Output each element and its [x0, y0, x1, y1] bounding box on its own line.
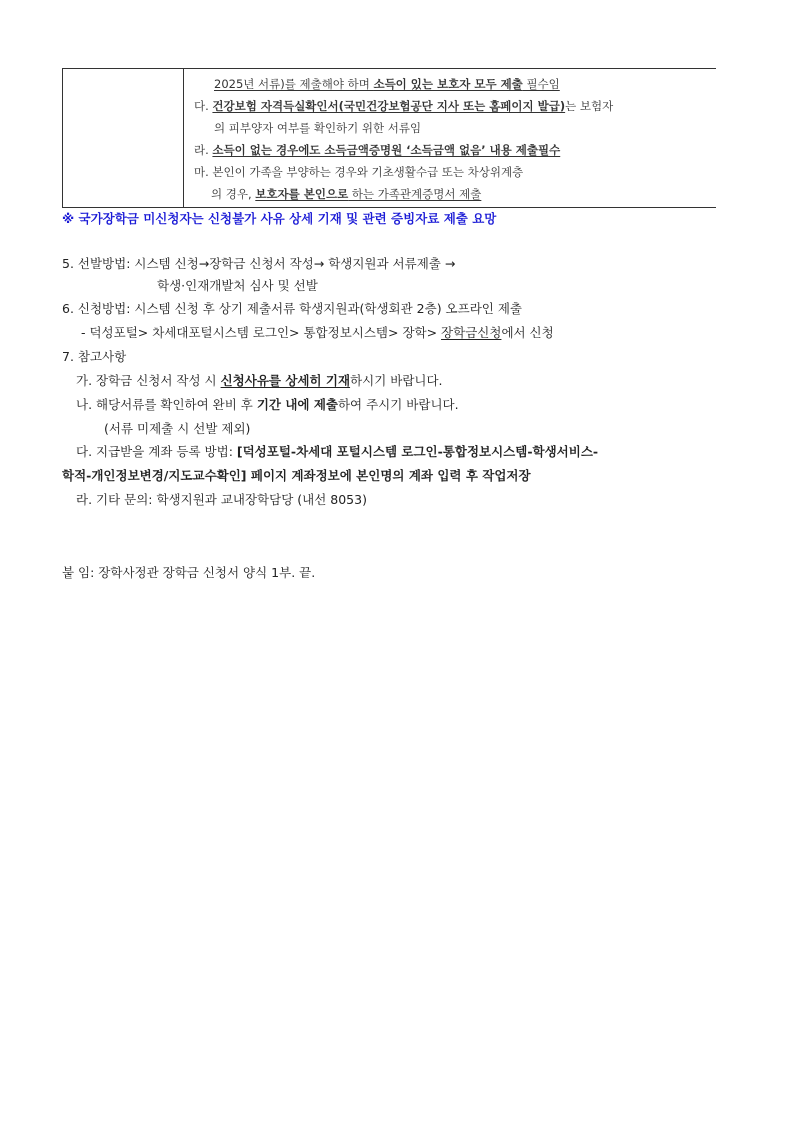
table-row-1-bold: 소득이 있는 보호자 모두 제출	[373, 77, 523, 91]
item-b-prefix: 나. 해당서류를 확인하여 완비 후	[76, 397, 257, 412]
section-7-item-b	[76, 397, 459, 413]
table-row-6-suffix: 하는 가족관계증명서 제출	[348, 187, 482, 201]
section-7-item-d: 라. 기타 문의: 학생지원과 교내장학담당 (내선 8053)	[76, 492, 367, 507]
table-row-2-prefix: 다.	[194, 99, 213, 113]
section-6-line-2	[81, 325, 554, 341]
item-b-suffix: 하여 주시기 바랍니다.	[337, 397, 459, 412]
table-row-4-bold: 소득이 없는 경우에도 소득금액증명원 ‘소득금액 없음’ 내용 제출필수	[212, 143, 561, 157]
section-7-title: 7. 참고사항	[62, 349, 127, 364]
section-5-line-2: 학생·인재개발처 심사 및 선발	[157, 278, 318, 293]
table-row-1	[214, 77, 560, 91]
item-a-prefix: 가. 장학금 신청서 작성 시	[76, 373, 221, 388]
section-6-path: - 덕성포털> 차세대포털시스템 로그인> 통합정보시스템> 장학>	[81, 325, 442, 340]
table-row-6-prefix: 의 경우,	[211, 187, 256, 201]
section-6-line-1: 6. 신청방법: 시스템 신청 후 상기 제출서류 학생지원과(학생회관 2층) 오프라인 제출	[62, 301, 522, 316]
requirements-table	[62, 68, 716, 208]
section-7-item-c-line-2: 학적-개인정보변경/지도교수확인] 페이지 계좌정보에 본인명의 계좌 입력 후 작업저장	[62, 468, 531, 483]
item-c-bold-1: [덕성포털-차세대 포털시스템 로그인-통합정보시스템-학생서비스-	[236, 444, 599, 459]
table-row-4-prefix: 라.	[194, 143, 213, 157]
scholarship-apply-link[interactable]: 장학금신청	[441, 325, 502, 340]
table-row-6-bold: 보호자를 본인으로	[255, 187, 349, 201]
notice-text: ※ 국가장학금 미신청자는 신청불가 사유 상세 기재 및 관련 증빙자료 제출 요망	[62, 211, 497, 226]
table-row-3: 의 피부양자 여부를 확인하기 위한 서류임	[214, 121, 422, 135]
table-row-2-suffix: 는 보험자	[565, 99, 614, 113]
section-7-item-b-note: (서류 미제출 시 선발 제외)	[104, 421, 251, 436]
attachment-line: 붙 임: 장학사정관 장학금 신청서 양식 1부. 끝.	[62, 565, 316, 580]
section-7-item-a	[76, 373, 443, 389]
item-c-prefix: 다. 지급받을 계좌 등록 방법:	[76, 444, 237, 459]
section-6-suffix: 에서 신청	[501, 325, 554, 340]
table-row-1-suffix: 필수임	[522, 77, 560, 91]
table-row-4	[194, 143, 560, 157]
item-b-bold: 기간 내에 제출	[256, 397, 338, 412]
item-a-bold: 신청사유를 상세히 기재	[220, 373, 351, 388]
table-row-2	[194, 99, 613, 113]
section-7-item-c-line-1	[76, 444, 598, 460]
item-a-suffix: 하시기 바랍니다.	[350, 373, 443, 388]
table-left-column	[63, 69, 184, 207]
section-5-line-1: 5. 선발방법: 시스템 신청→장학금 신청서 작성→ 학생지원과 서류제출 →	[62, 256, 456, 271]
table-row-2-bold: 건강보험 자격득실확인서(국민건강보험공단 지사 또는 홈페이지 발급)	[212, 99, 566, 113]
table-row-1-prefix: 2025년 서류)를 제출해야 하며	[214, 77, 374, 91]
table-row-6	[211, 187, 481, 201]
table-row-5: 마. 본인이 가족을 부양하는 경우와 기초생활수급 또는 차상위계층	[194, 165, 524, 179]
